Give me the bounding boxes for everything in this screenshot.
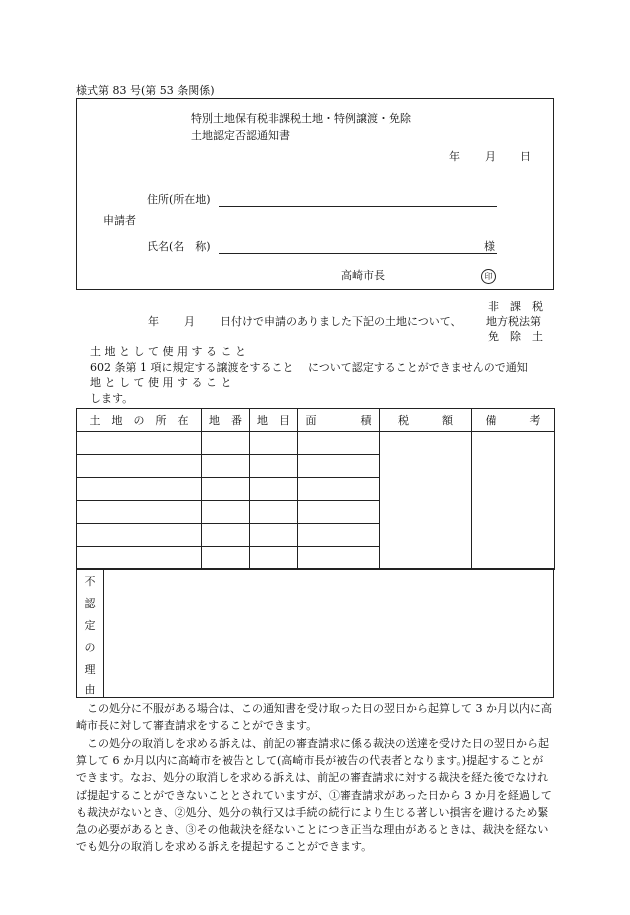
choice-top-1: 非 課 税 — [488, 300, 543, 313]
honorific: 様 — [484, 240, 495, 253]
seal-mark: 印 — [481, 269, 496, 284]
line3: します。 — [90, 392, 134, 405]
reason-label-3: 定 — [84, 619, 96, 632]
col-tax-amount: 税 額 — [380, 409, 472, 432]
table-header-row — [77, 409, 555, 432]
col-area: 面 積 — [298, 409, 380, 432]
name-label: 氏名(名 称) — [147, 240, 211, 253]
address-line — [219, 193, 497, 207]
title-line-2: 土地認定否認通知書 — [191, 129, 290, 142]
col-land-category: 地 目 — [250, 409, 298, 432]
reason-label-1: 不 — [84, 575, 96, 588]
choice-left-1: 土 地 と し て 使 用 す る こ と — [90, 345, 246, 358]
title-line-1: 特別土地保有税非課税土地・特例譲渡・免除 — [191, 112, 411, 125]
col-lot-number: 地 番 — [202, 409, 250, 432]
col-remarks: 備 考 — [472, 409, 555, 432]
reason-box — [76, 568, 554, 698]
line1-year: 年 — [148, 315, 159, 328]
reason-label-6: 由 — [84, 683, 96, 696]
reason-label-5: 理 — [84, 663, 96, 676]
line2-pre: 602 条第 1 項に規定する譲渡をすること — [90, 361, 294, 374]
land-table — [76, 408, 555, 570]
date-month: 月 — [485, 150, 496, 163]
reason-label-4: の — [84, 641, 96, 654]
footer-paragraph-1: この処分に不服がある場合は、この通知書を受け取った日の翌日から起算して 3 か月以内に高崎市長に対して審査請求をすることができます。 — [76, 702, 552, 733]
applicant-label: 申請者 — [103, 214, 136, 227]
footer-paragraph-2: この処分の取消しを求める訴えは、前記の審査請求に係る裁決の送達を受けた日の翌日から起算して 6 か月以内に高崎市を被告として(高崎市長が被告の代表者となります。)提起することができます。なお、処分の取消しを求める訴えは、前記の審査請求に対する裁決を経た後でなければ提起することができないこととされていますが、①審査請求があった日から 3 か月を経過しても裁決がないとき、②処分、処分の執行又は手続の続行により生じる著しい損害を避けるため緊急の必要があるとき、③その他裁決を経ないことにつき正当な理由があるときは、裁決を経ないでも処分の取消しを求める訴えを提起することができます。 — [76, 737, 552, 854]
reason-label-2: 認 — [84, 597, 96, 610]
table-row — [77, 432, 555, 455]
date-day: 日 — [520, 150, 531, 163]
line1-tail: 地方税法第 — [486, 315, 541, 328]
name-line — [219, 240, 497, 254]
line2-post: について認定することができませんので通知 — [308, 361, 528, 374]
date-year: 年 — [449, 150, 460, 163]
line1-month: 月 — [184, 315, 195, 328]
choice-top-2: 免 除 土 — [488, 330, 543, 343]
form-number: 様式第 83 号(第 53 条関係) — [76, 84, 215, 97]
mayor-title: 高崎市長 — [341, 269, 385, 282]
header-box — [76, 98, 554, 290]
address-label: 住所(所在地) — [147, 193, 211, 206]
reason-divider — [103, 569, 104, 697]
line1-text: 日付けで申請のありました下記の土地について、 — [220, 315, 462, 328]
remarks-cell — [472, 432, 555, 570]
col-location: 土 地 の 所 在 — [77, 409, 202, 432]
tax-amount-cell — [380, 432, 472, 570]
choice-left-2: 地 と し て 使 用 す る こ と — [90, 376, 232, 389]
